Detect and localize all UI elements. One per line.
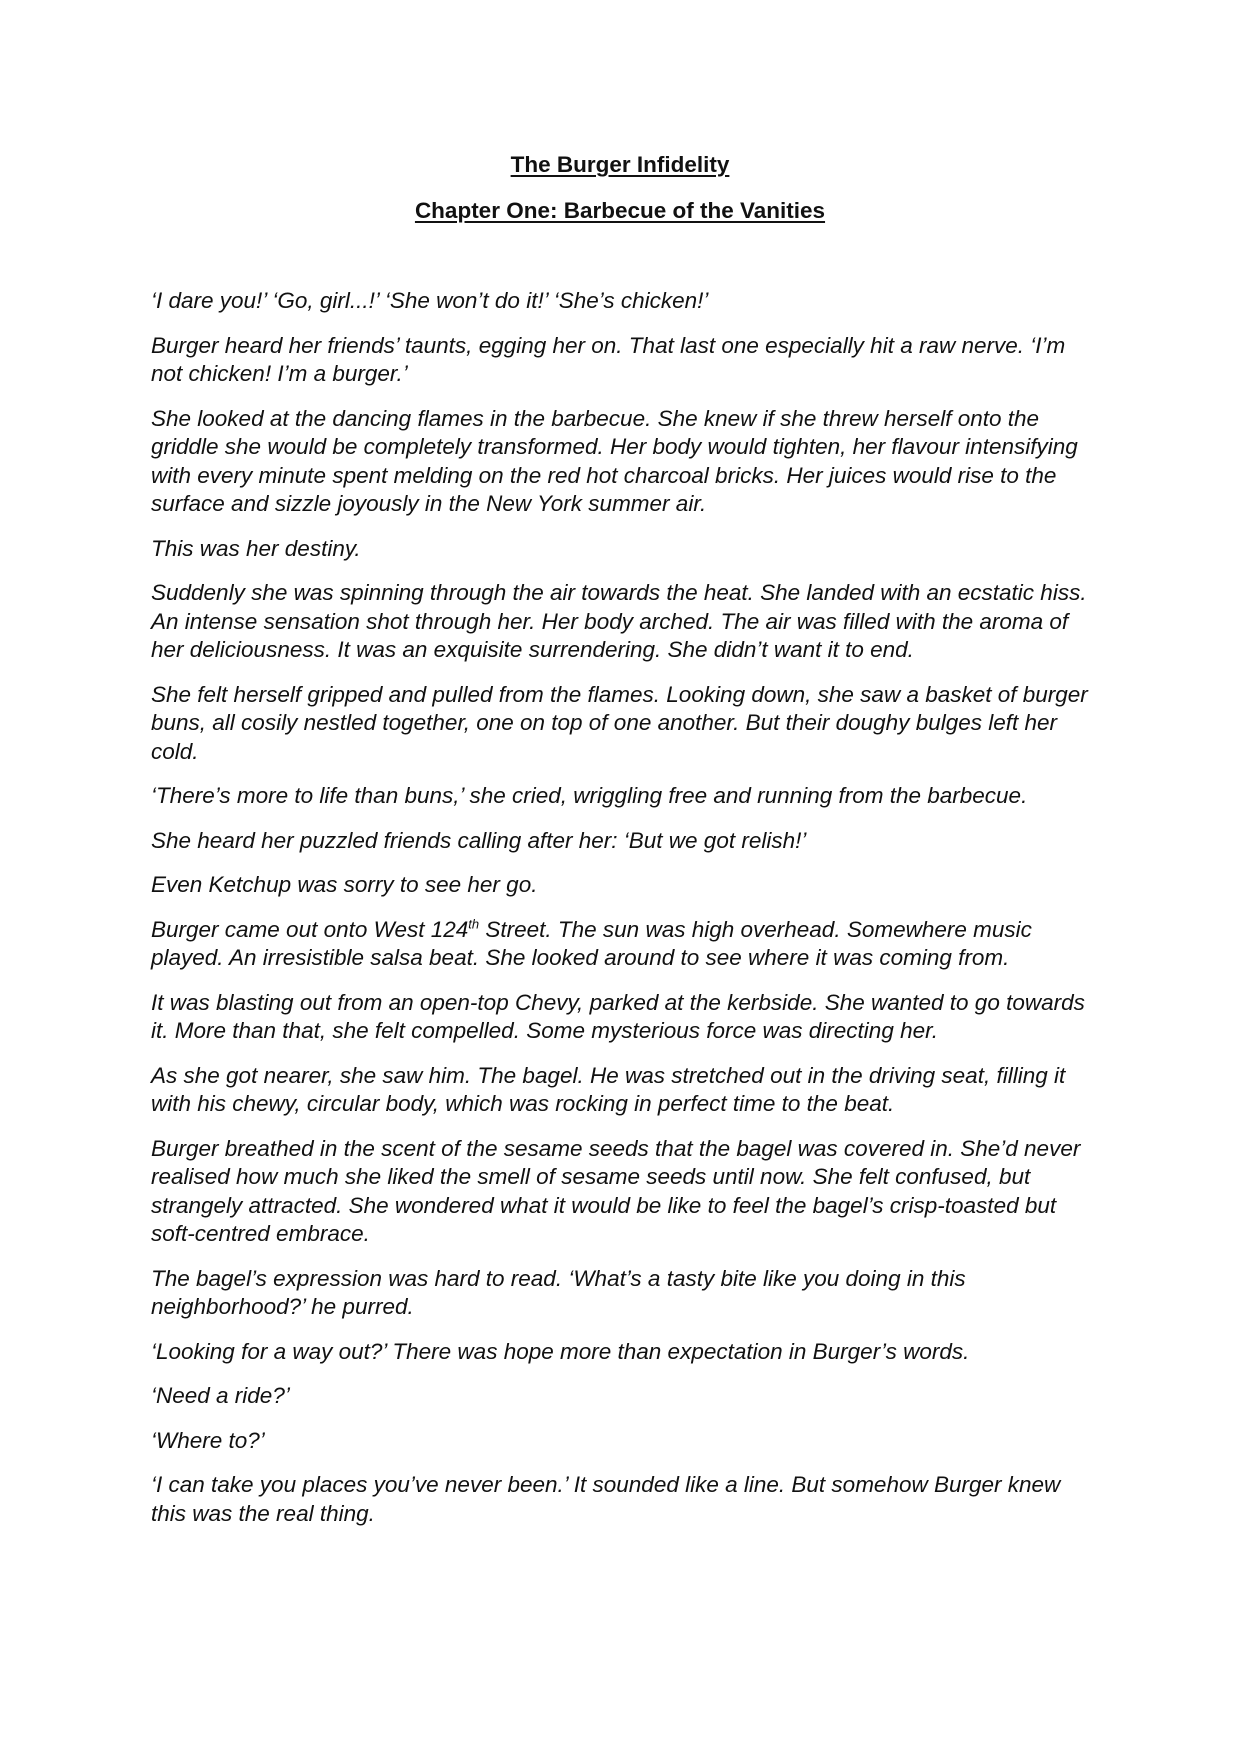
paragraph: ‘There’s more to life than buns,’ she cried, wriggling free and running from the barbecue. [151,783,1028,808]
document-title: The Burger Infidelity [510,152,730,177]
paragraph: This was her destiny. [151,535,361,561]
paragraph: ‘Need a ride?’ [151,1383,290,1408]
story-body [151,287,1096,1544]
paragraph: ‘I can take you places you’ve never been.’ It sounded like a line. But somehow Burger knew this was the real thing. [151,1472,1061,1526]
paragraph: The bagel’s expression was hard to read. ‘What’s a tasty bite like you doing in this neighborhood?’ he purred. [151,1265,966,1319]
paragraph: She heard her puzzled friends calling after her: ‘But we got relish!’ [151,827,807,853]
paragraph: She looked at the dancing flames in the barbecue. She knew if she threw herself onto the griddle she would be completely transformed. Her body would tighten, her flavour intensifying with every minute spent melding on the red hot charcoal bricks. Her juices would rise to the surface and sizzle joyously in the New York summer air. [151,405,1078,516]
ordinal-superscript: th [468,916,480,931]
street-text-after: Street. The sun was high overhead. Somewhere music played. An irresistible salsa beat. She looked around to see where it was coming from. [151,916,1032,970]
paragraph: Even Ketchup was sorry to see her go. [151,872,538,897]
paragraph: Suddenly she was spinning through the air towards the heat. She landed with an ecstatic hiss. An intense sensation shot through her. Her body arched. The air was filled with the aroma of her deliciousness. It was an exquisite surrendering. She didn’t want it to end. [151,580,1087,662]
paragraph: She felt herself gripped and pulled from the flames. Looking down, she saw a basket of burger buns, all cosily nestled together, one on top of one another. But their doughy bulges left her cold. [151,681,1088,764]
paragraph: As she got nearer, she saw him. The bagel. He was stretched out in the driving seat, filling it with his chewy, circular body, which was rocking in perfect time to the beat. [151,1062,1066,1116]
chapter-heading: Chapter One: Barbecue of the Vanities [414,198,826,223]
paragraph: It was blasting out from an open-top Chevy, parked at the kerbside. She wanted to go towards it. More than that, she felt compelled. Some mysterious force was directing her. [151,989,1085,1043]
paragraph: Burger breathed in the scent of the sesame seeds that the bagel was covered in. She’d never realised how much she liked the smell of sesame seeds until now. She felt confused, but strangely attracted. She wondered what it would be like to feel the bagel’s crisp-toasted but soft-centred embrace. [151,1135,1081,1246]
paragraph-street [151,916,1096,973]
paragraph: ‘I dare you!’ ‘Go, girl...!’ ‘She won’t do it!’ ‘She’s chicken!’ [151,288,709,313]
title-block [0,150,1240,226]
paragraph: Burger heard her friends’ taunts, egging her on. That last one especially hit a raw nerve. ‘I’m not chicken! I’m a burger.’ [151,332,1066,386]
street-text-before: Burger came out onto West 124 [151,916,469,942]
paragraph: ‘Looking for a way out?’ There was hope more than expectation in Burger’s words. [151,1338,970,1364]
paragraph: ‘Where to?’ [151,1427,265,1453]
